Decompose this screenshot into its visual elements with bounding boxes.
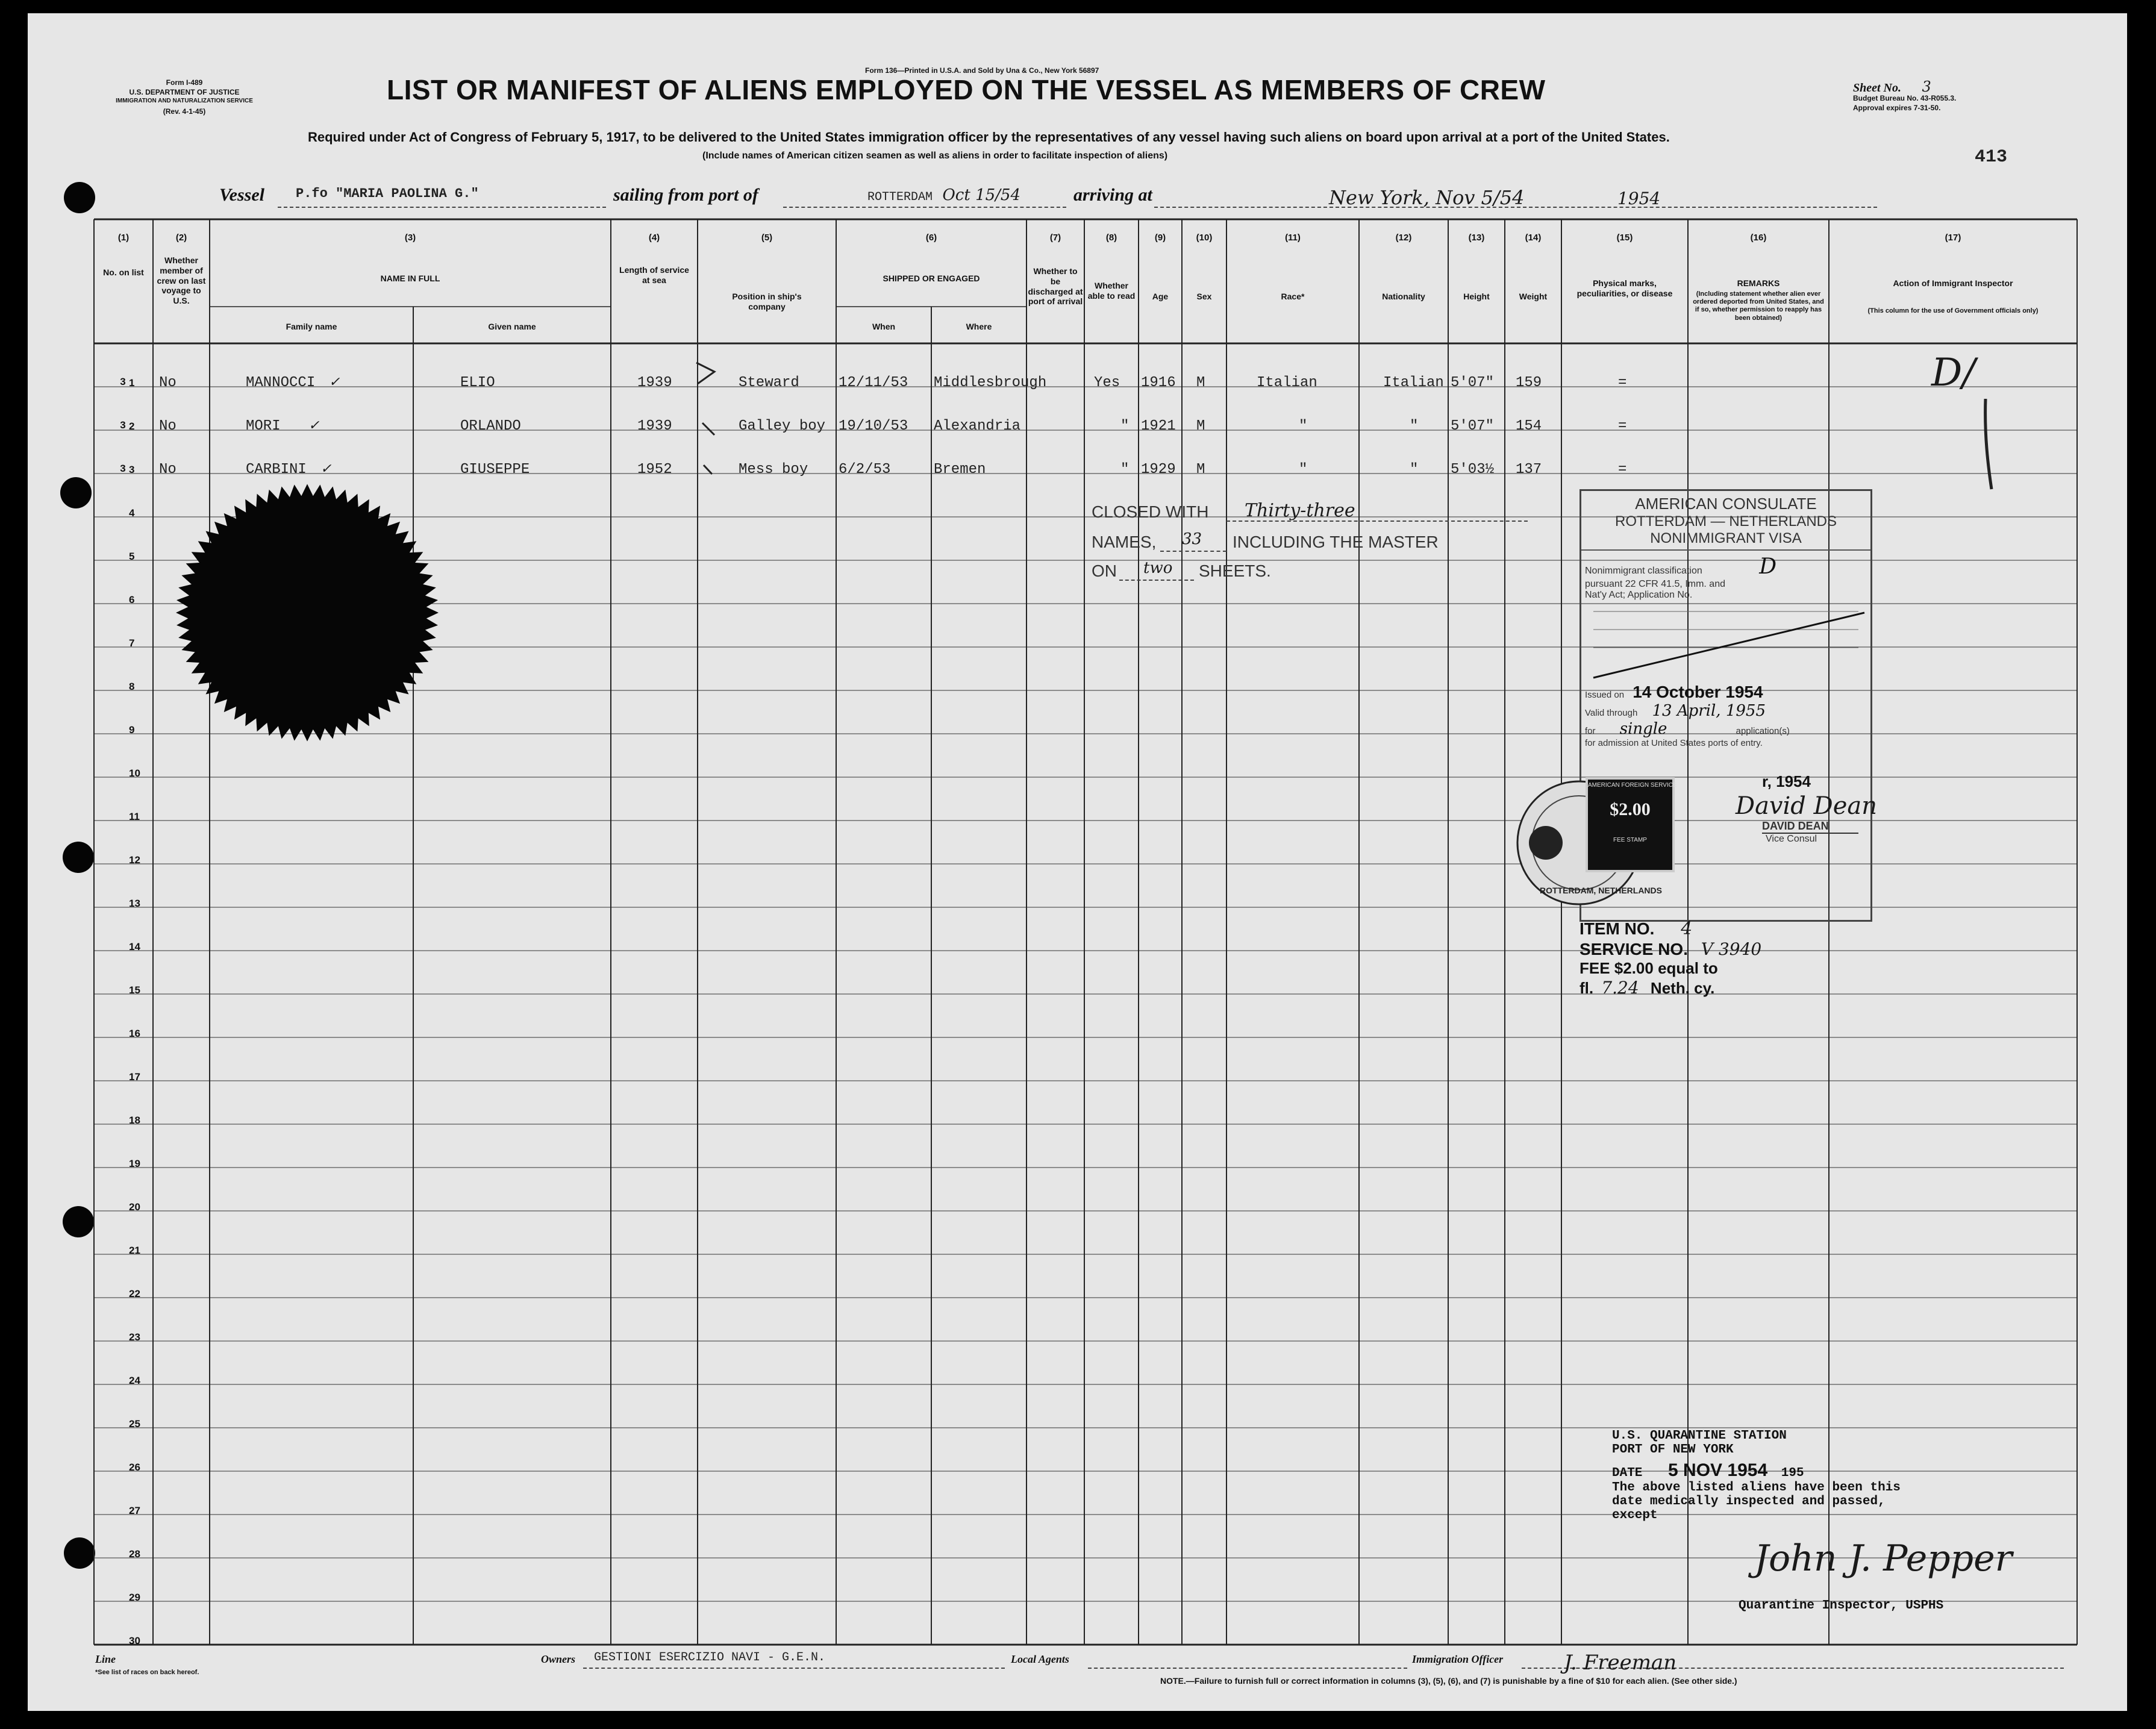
row-number: 16 — [129, 1028, 140, 1039]
cell-height: 5'07" — [1451, 375, 1495, 391]
quarantine-line-5: date medically inspected and passed, — [1612, 1495, 1886, 1509]
sheet-number: 3 — [1922, 78, 1931, 95]
pursuant-line: pursuant 22 CFR 41.5, Imm. and — [1585, 579, 1725, 589]
classification-value: D — [1759, 554, 1777, 579]
col-header-shipped: SHIPPED OR ENGAGED — [883, 274, 980, 283]
service-line — [1580, 939, 1761, 959]
fee-stamp-icon — [1586, 777, 1675, 872]
col-num-8: (8) — [1105, 233, 1117, 243]
row-number: 18 — [129, 1115, 140, 1126]
sailing-label: sailing from port of — [613, 185, 758, 205]
include-note: (Include names of American citizen seamen as well as aliens in order to facilitate inspection of aliens) — [702, 151, 1168, 161]
valid-line — [1585, 702, 1870, 720]
fee-prefix: fl. — [1580, 979, 1594, 997]
revision: (Rev. 4-1-45) — [163, 107, 206, 116]
cell-read: " — [1120, 461, 1130, 478]
footer-footnote: *See list of races on back hereof. — [95, 1669, 199, 1676]
col-header-last-voyage: Whether member of crew on last voyage to U.S. — [157, 255, 206, 306]
row-number: 28 — [129, 1548, 140, 1560]
valid-date: 13 April, 1955 — [1652, 702, 1766, 720]
row-number: 4 — [129, 507, 135, 519]
consulate-line-3: NONIMMIGRANT VISA — [1581, 530, 1870, 551]
cell-marks: = — [1618, 418, 1627, 434]
row-number: 1 — [129, 377, 135, 389]
officer-label: Immigration Officer — [1412, 1653, 1504, 1665]
visa-cancel-area — [1581, 601, 1870, 680]
owners-label: Owners — [541, 1653, 576, 1665]
col-num-6: (6) — [925, 233, 937, 243]
cell-nationality: Italian — [1383, 375, 1444, 391]
vessel-label: Vessel — [219, 185, 264, 205]
classification-label: Nonimmigrant classification — [1585, 566, 1702, 576]
admission-line: for admission at United States ports of entry. — [1585, 738, 1763, 748]
manifest-page — [28, 13, 2127, 1711]
col-num-12: (12) — [1395, 233, 1412, 243]
col-header-nationality: Nationality — [1382, 292, 1425, 301]
row-number: 2 — [129, 421, 135, 432]
col-header-where: Where — [966, 322, 992, 331]
footer-line-label: Line — [95, 1653, 116, 1665]
item-value: 4 — [1681, 918, 1693, 939]
cell-nationality: " — [1410, 418, 1419, 434]
col-num-17: (17) — [1945, 233, 1961, 243]
cell-where: Alexandria — [934, 418, 1021, 434]
check-mark: ✓ — [308, 418, 320, 433]
agents-field — [1088, 1651, 1407, 1669]
fee-stamp-top: AMERICAN FOREIGN SERVICE — [1588, 782, 1677, 789]
cell-marks: = — [1618, 375, 1627, 391]
row-number: 22 — [129, 1288, 140, 1299]
cell-when: 12/11/53 — [839, 375, 908, 391]
cell-when: 19/10/53 — [839, 418, 908, 434]
col-num-10: (10) — [1196, 233, 1213, 243]
cell-weight: 159 — [1516, 375, 1542, 391]
cell-race: Italian — [1257, 375, 1317, 391]
row-prefix: 3 — [120, 463, 126, 474]
valid-label: Valid through — [1585, 708, 1638, 718]
cell-last-voyage: No — [159, 418, 177, 434]
cell-race: " — [1299, 461, 1308, 478]
col-header-given: Given name — [488, 322, 536, 331]
row-number: 6 — [129, 594, 135, 605]
row-number: 13 — [129, 898, 140, 909]
sheets-label: SHEETS. — [1199, 561, 1271, 580]
col-header-position: Position in ship's company — [732, 292, 802, 311]
col-header-family: Family name — [286, 322, 337, 331]
row-number: 12 — [129, 854, 140, 866]
cell-given-name: GIUSEPPE — [460, 461, 530, 478]
row-number: 9 — [129, 724, 135, 736]
seal-text: ROTTERDAM, NETHERLANDS — [1540, 886, 1662, 895]
row-number: 26 — [129, 1462, 140, 1473]
row-number: 24 — [129, 1375, 140, 1386]
col-header-inspector-note: (This column for the use of Government officials only) — [1867, 307, 2039, 314]
closed-with-label: CLOSED WITH — [1092, 502, 1209, 521]
issued-date: 14 October 1954 — [1633, 683, 1763, 701]
cell-weight: 137 — [1516, 461, 1542, 478]
quarantine-line-4: The above listed aliens have been this — [1612, 1481, 1901, 1495]
quarantine-inspector: Quarantine Inspector, USPHS — [1739, 1599, 1944, 1613]
col-header-marks: Physical marks, peculiarities, or disease — [1576, 278, 1673, 298]
for-value: single — [1619, 720, 1667, 738]
quarantine-date: 5 NOV 1954 — [1668, 1460, 1768, 1480]
issued-line — [1585, 683, 1870, 702]
cell-position: Galley boy — [739, 418, 826, 434]
consulate-line-2: ROTTERDAM — NETHERLANDS — [1614, 513, 1837, 530]
sheets-count: two — [1143, 559, 1173, 577]
cell-family-name: MANNOCCI — [246, 375, 316, 391]
names-label: NAMES, — [1092, 533, 1157, 551]
arrival-year: 1954 — [1617, 189, 1661, 208]
fee-value: 7.24 — [1601, 978, 1639, 998]
service-bracket-mark — [690, 357, 745, 477]
sailing-port: ROTTERDAM — [867, 190, 933, 204]
col-header-age: Age — [1152, 292, 1169, 301]
visa-cancel-lines — [1581, 601, 1870, 680]
table-row — [28, 375, 2127, 393]
application-line: Nat'y Act; Application No. — [1585, 590, 1693, 600]
col-header-race: Race* — [1281, 292, 1305, 301]
owners-value: GESTIONI ESERCIZIO NAVI - G.E.N. — [594, 1651, 826, 1665]
page-title: LIST OR MANIFEST OF ALIENS EMPLOYED ON THE VESSEL AS MEMBERS OF CREW — [387, 74, 1546, 105]
check-mark: ✓ — [329, 375, 340, 390]
closed-count-field — [1226, 500, 1528, 522]
quarantine-line-2: PORT OF NEW YORK — [1612, 1443, 1734, 1457]
row-number: 15 — [129, 984, 140, 996]
row-number: 11 — [129, 811, 140, 822]
col-header-sex: Sex — [1196, 292, 1212, 301]
col-num-3: (3) — [404, 233, 416, 243]
arriving-port: New York, Nov 5/54 — [1329, 186, 1525, 209]
cell-last-voyage: No — [159, 375, 177, 391]
cell-when: 6/2/53 — [839, 461, 891, 478]
cell-sex: M — [1196, 461, 1205, 478]
cell-last-voyage: No — [159, 461, 177, 478]
col-num-2: (2) — [175, 233, 187, 243]
row-prefix: 3 — [120, 376, 126, 387]
including-master-label: INCLUDING THE MASTER — [1233, 533, 1439, 551]
cell-family-name: MORI — [246, 418, 281, 434]
owners-field — [583, 1651, 1005, 1669]
for-label: for — [1585, 726, 1596, 736]
inspector-mark: D/ — [1931, 351, 1975, 395]
row-number: 10 — [129, 768, 140, 779]
row-number: 8 — [129, 681, 135, 692]
col-num-4: (4) — [648, 233, 660, 243]
quarantine-date-line — [1612, 1460, 1901, 1481]
row-number: 29 — [129, 1592, 140, 1603]
cell-position: Mess boy — [739, 461, 808, 478]
officer-signature: J. Freeman — [1564, 1651, 1677, 1675]
names-count: 33 — [1182, 530, 1202, 548]
col-num-15: (15) — [1616, 233, 1633, 243]
cell-family-name: CARBINI — [246, 461, 307, 478]
stamp-date: r, 1954 — [1762, 772, 1811, 790]
col-header-when: When — [872, 322, 896, 331]
col-header-inspector: Action of Immigrant Inspector — [1893, 278, 2013, 288]
fee-equiv-line — [1580, 978, 1761, 998]
consul-title: Vice Consul — [1766, 834, 1817, 844]
service-label: SERVICE NO. — [1580, 940, 1688, 958]
table-row — [28, 418, 2127, 436]
names-count-field — [1160, 530, 1226, 552]
for-line — [1585, 720, 1870, 738]
budget-bureau: Budget Bureau No. 43-R055.3. — [1853, 94, 1957, 102]
row-number: 21 — [129, 1245, 140, 1256]
sheets-count-field — [1119, 559, 1194, 581]
row-prefix: 3 — [120, 419, 126, 431]
col-header-remarks-note: (Including statement whether alien ever ordered deported from United States, and if so, whether permission to reapply has been obtained) — [1693, 290, 1824, 322]
cell-service: 1939 — [637, 418, 672, 434]
col-num-5: (5) — [761, 233, 773, 243]
col-num-13: (13) — [1468, 233, 1485, 243]
col-header-remarks: REMARKS — [1737, 278, 1780, 288]
cell-height: 5'03½ — [1451, 461, 1495, 478]
row-number: 27 — [129, 1505, 140, 1516]
row-number: 17 — [129, 1071, 140, 1083]
vessel-name: P.fo "MARIA PAOLINA G." — [296, 186, 479, 201]
page-stamp-number: 413 — [1975, 147, 2008, 167]
col-num-7: (7) — [1049, 233, 1061, 243]
requirement-text: Required under Act of Congress of February 5, 1917, to be delivered to the United States immigration officer by the representatives of any vessel having such aliens on board upon arrival at a port of the United States. — [308, 130, 1670, 145]
col-header-name: NAME IN FULL — [380, 274, 440, 283]
row-number: 3 — [129, 464, 135, 475]
row-number: 19 — [129, 1158, 140, 1169]
check-mark: ✓ — [320, 461, 332, 477]
cell-weight: 154 — [1516, 418, 1542, 434]
issued-label: Issued on — [1585, 690, 1625, 700]
quarantine-line-6: except — [1612, 1509, 1658, 1522]
cell-where: Bremen — [934, 461, 986, 478]
fee-stamp-value: $2.00 — [1610, 799, 1651, 819]
quarantine-line-1: U.S. QUARANTINE STATION — [1612, 1429, 1787, 1443]
cell-sex: M — [1196, 375, 1205, 391]
col-header-height: Height — [1463, 292, 1490, 301]
cell-read: " — [1120, 418, 1130, 434]
cell-age: 1916 — [1141, 375, 1176, 391]
col-header-service: Length of service at sea — [619, 265, 689, 285]
col-header-weight: Weight — [1519, 292, 1548, 301]
cell-service: 1939 — [637, 375, 672, 391]
approval-expiry: Approval expires 7-31-50. — [1853, 104, 1941, 112]
col-num-11: (11) — [1285, 233, 1301, 243]
col-header-discharged: Whether to be discharged at port of arrival — [1028, 266, 1083, 307]
on-label: ON — [1092, 561, 1117, 580]
col-header-read: Whether able to read — [1087, 281, 1136, 301]
arriving-label: arriving at — [1073, 185, 1152, 205]
black-seal-icon — [163, 477, 452, 748]
cell-read: Yes — [1094, 375, 1120, 391]
cell-position: Steward — [739, 375, 799, 391]
item-label: ITEM NO. — [1580, 919, 1655, 938]
cell-age: 1921 — [1141, 418, 1176, 434]
col-num-14: (14) — [1525, 233, 1542, 243]
fee-stamp-bottom: FEE STAMP — [1613, 837, 1647, 843]
service-name: IMMIGRATION AND NATURALIZATION SERVICE — [116, 98, 253, 104]
closed-count-words: Thirty-three — [1245, 500, 1355, 521]
col-header-no: No. on list — [103, 267, 144, 277]
consulate-line-1: AMERICAN CONSULATE — [1635, 495, 1817, 513]
fee-suffix: Neth. cy. — [1650, 979, 1715, 997]
inspector-stroke — [1967, 399, 2004, 495]
cell-given-name: ELIO — [460, 375, 495, 391]
cell-height: 5'07" — [1451, 418, 1495, 434]
row-number: 30 — [129, 1635, 140, 1646]
row-number: 14 — [129, 941, 140, 952]
classification — [1585, 554, 1870, 579]
fee-line: FEE $2.00 equal to — [1580, 959, 1718, 977]
quarantine-stamp — [1612, 1429, 1901, 1522]
row-number: 5 — [129, 551, 135, 562]
consul-name: DAVID DEAN — [1762, 820, 1858, 834]
row-number: 23 — [129, 1331, 140, 1343]
row-number: 20 — [129, 1201, 140, 1213]
application-count-label: application(s) — [1736, 726, 1790, 736]
service-value: V 3940 — [1701, 939, 1762, 959]
cell-race: " — [1299, 418, 1308, 434]
agents-label: Local Agents — [1011, 1653, 1069, 1665]
cell-service: 1952 — [637, 461, 672, 478]
cell-marks: = — [1618, 461, 1627, 478]
col-num-9: (9) — [1154, 233, 1166, 243]
item-block — [1580, 918, 1761, 998]
col-num-16: (16) — [1750, 233, 1767, 243]
quarantine-date-label: DATE — [1612, 1466, 1643, 1480]
item-line — [1580, 918, 1761, 939]
cell-where: Middlesbrough — [934, 375, 1047, 391]
footer-note: NOTE.—Failure to furnish full or correct information in columns (3), (5), (6), and (7) is punishable by a fine of $10 for each alien. (See other side.) — [1160, 1676, 1737, 1686]
row-number: 7 — [129, 637, 135, 649]
department: U.S. DEPARTMENT OF JUSTICE — [129, 88, 240, 96]
quarantine-signature: John J. Pepper — [1754, 1537, 2013, 1580]
officer-field — [1522, 1651, 2064, 1675]
cell-given-name: ORLANDO — [460, 418, 521, 434]
sailing-date: Oct 15/54 — [942, 186, 1021, 204]
sheet-label: Sheet No. — [1853, 81, 1901, 95]
row-number: 25 — [129, 1418, 140, 1430]
col-num-1: (1) — [117, 233, 130, 243]
cell-age: 1929 — [1141, 461, 1176, 478]
cell-sex: M — [1196, 418, 1205, 434]
cell-nationality: " — [1410, 461, 1419, 478]
form-number: Form I-489 — [166, 78, 203, 87]
printer-note: Form 136—Printed in U.S.A. and Sold by Una & Co., New York 56897 — [865, 66, 1099, 75]
consul-signature: David Dean — [1736, 792, 1877, 820]
quarantine-date-suffix: 195 — [1781, 1466, 1804, 1480]
